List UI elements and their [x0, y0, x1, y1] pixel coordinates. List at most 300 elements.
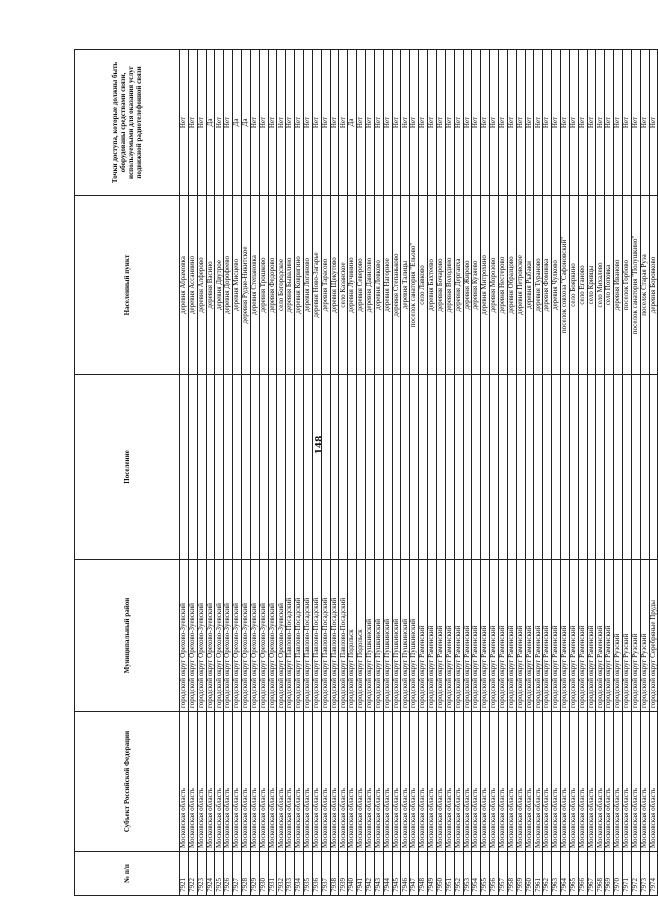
subject-cell: Московская область	[233, 712, 242, 852]
subject-cell: Московская область	[366, 712, 375, 852]
table-row	[392, 50, 401, 896]
row-number-cell: 7923	[197, 852, 206, 896]
table-row	[277, 50, 286, 896]
locality-cell: поселок Горбово	[622, 196, 631, 375]
district-cell: городской округ Орехово-Зуевский	[268, 560, 277, 712]
subject-cell: Московская область	[419, 712, 428, 852]
locality-cell: деревня Левково	[374, 196, 383, 375]
access-point-cell: Нет	[419, 50, 428, 196]
row-number-cell: 7943	[374, 852, 383, 896]
table-row	[605, 50, 614, 896]
access-point-cell: Нет	[543, 50, 552, 196]
access-point-cell: Да	[206, 50, 215, 196]
table-row	[472, 50, 481, 896]
access-point-cell: Нет	[188, 50, 197, 196]
subject-cell: Московская область	[357, 712, 366, 852]
table-row	[463, 50, 472, 896]
settlement-cell	[596, 375, 605, 560]
access-point-cell: Нет	[321, 50, 330, 196]
row-number-cell: 7940	[348, 852, 357, 896]
district-cell: городской округ Рузский	[614, 560, 623, 712]
settlement-cell	[206, 375, 215, 560]
locality-cell: деревня Логиново	[304, 196, 313, 375]
locality-cell: деревня Жирово	[463, 196, 472, 375]
row-number-cell: 7942	[366, 852, 375, 896]
row-number-cell: 7928	[242, 852, 251, 896]
subject-cell: Московская область	[339, 712, 348, 852]
subject-cell: Московская область	[401, 712, 410, 852]
district-cell: городской округ Раменский	[578, 560, 587, 712]
locality-cell: поселок санатория "Полушкино"	[631, 196, 640, 375]
locality-cell: деревня Данилово	[366, 196, 375, 375]
row-number-cell: 7939	[339, 852, 348, 896]
district-cell: городской округ Раменский	[463, 560, 472, 712]
locality-cell: село Михалево	[596, 196, 605, 375]
access-point-cell: Нет	[507, 50, 516, 196]
row-number-cell: 7941	[357, 852, 366, 896]
locality-cell: деревня Щекутово	[330, 196, 339, 375]
subject-cell: Московская область	[454, 712, 463, 852]
district-cell: городской округ Раменский	[525, 560, 534, 712]
locality-cell: село Казанское	[339, 196, 348, 375]
access-point-cell: Да	[348, 50, 357, 196]
access-point-cell: Нет	[339, 50, 348, 196]
table-row	[268, 50, 277, 896]
locality-cell: деревня Нестерово	[498, 196, 507, 375]
subject-cell: Московская область	[268, 712, 277, 852]
table-row	[295, 50, 304, 896]
locality-cell: деревня Талицы	[401, 196, 410, 375]
table-row	[525, 50, 534, 896]
locality-cell: деревня Боровково	[649, 196, 658, 375]
access-point-cell: Нет	[560, 50, 569, 196]
access-point-cell: Нет	[268, 50, 277, 196]
subject-cell: Московская область	[596, 712, 605, 852]
district-cell: городской округ Орехово-Зуевский	[215, 560, 224, 712]
district-cell: городской округ Павлово-Посадский	[339, 560, 348, 712]
access-point-cell: Нет	[312, 50, 321, 196]
settlement-cell	[180, 375, 189, 560]
locality-cell: деревня Лучинино	[348, 196, 357, 375]
district-cell: городской округ Павлово-Посадский	[312, 560, 321, 712]
district-cell: городской округ Павлово-Посадский	[321, 560, 330, 712]
settlement-cell	[348, 375, 357, 560]
subject-cell: Московская область	[463, 712, 472, 852]
settlement-cell	[410, 375, 419, 560]
access-point-cell: Нет	[259, 50, 268, 196]
subject-cell: Московская область	[649, 712, 658, 852]
row-number-cell: 7970	[614, 852, 623, 896]
district-cell: городской округ Раменский	[507, 560, 516, 712]
locality-cell: поселок санатория "Ельово"	[410, 196, 419, 375]
district-cell: городской округ Раменский	[454, 560, 463, 712]
settlement-cell	[552, 375, 561, 560]
settlement-cell	[622, 375, 631, 560]
district-cell: городской округ Павлово-Посадский	[295, 560, 304, 712]
settlement-cell	[463, 375, 472, 560]
subject-cell: Московская область	[321, 712, 330, 852]
access-point-cell: Нет	[614, 50, 623, 196]
table-row	[206, 50, 215, 896]
district-cell: городской округ Орехово-Зуевский	[242, 560, 251, 712]
subject-cell: Московская область	[472, 712, 481, 852]
settlement-cell	[560, 375, 569, 560]
district-cell: городской округ Орехово-Зуевский	[224, 560, 233, 712]
subject-cell: Московская область	[614, 712, 623, 852]
locality-cell: деревня Иваново	[614, 196, 623, 375]
subject-cell: Московская область	[259, 712, 268, 852]
table-row	[304, 50, 313, 896]
table-row	[569, 50, 578, 896]
row-number-cell: 7955	[481, 852, 490, 896]
settlement-cell	[640, 375, 649, 560]
header-num: № п/п	[75, 852, 180, 896]
row-number-cell: 7944	[383, 852, 392, 896]
locality-cell: деревня Тарасово	[321, 196, 330, 375]
row-number-cell: 7948	[419, 852, 428, 896]
row-number-cell: 7945	[392, 852, 401, 896]
table-row	[649, 50, 658, 896]
row-number-cell: 7934	[295, 852, 304, 896]
settlement-cell	[366, 375, 375, 560]
district-cell: городской округ Раменский	[419, 560, 428, 712]
table-row	[321, 50, 330, 896]
locality-cell: деревня Васино	[206, 196, 215, 375]
table-row	[188, 50, 197, 896]
access-point-cell: Нет	[436, 50, 445, 196]
table-row	[250, 50, 259, 896]
subject-cell: Московская область	[304, 712, 313, 852]
page-number: 148	[315, 435, 325, 455]
table-row	[410, 50, 419, 896]
settlement-cell	[312, 375, 321, 560]
locality-cell: деревня Володино	[445, 196, 454, 375]
district-cell: городской округ Раменский	[428, 560, 437, 712]
district-cell: городской округ Подольск	[357, 560, 366, 712]
locality-cell: деревня Трошково	[259, 196, 268, 375]
settlement-cell	[304, 375, 313, 560]
access-point-cell: Нет	[357, 50, 366, 196]
settlement-cell	[295, 375, 304, 560]
district-cell: городской округ Орехово-Зуевский	[259, 560, 268, 712]
settlement-cell	[242, 375, 251, 560]
access-point-cell: Нет	[180, 50, 189, 196]
access-point-cell: Нет	[631, 50, 640, 196]
subject-cell: Московская область	[481, 712, 490, 852]
subject-cell: Московская область	[560, 712, 569, 852]
locality-cell: деревня Бочарово	[436, 196, 445, 375]
table-row	[419, 50, 428, 896]
subject-cell: Московская область	[543, 712, 552, 852]
header-locality: Населенный пункт	[75, 196, 180, 375]
locality-cell: деревня Фоминка	[543, 196, 552, 375]
access-point-cell: Нет	[498, 50, 507, 196]
localities-table	[74, 49, 658, 896]
access-point-cell: Нет	[374, 50, 383, 196]
access-point-cell: Нет	[596, 50, 605, 196]
row-number-cell: 7929	[250, 852, 259, 896]
district-cell: городской округ Раменский	[543, 560, 552, 712]
row-number-cell: 7960	[525, 852, 534, 896]
table-row	[543, 50, 552, 896]
district-cell: городской округ Подольск	[348, 560, 357, 712]
subject-cell: Московская область	[224, 712, 233, 852]
row-number-cell: 7973	[640, 852, 649, 896]
row-number-cell: 7938	[330, 852, 339, 896]
row-number-cell: 7971	[622, 852, 631, 896]
access-point-cell: Нет	[224, 50, 233, 196]
settlement-cell	[286, 375, 295, 560]
settlement-cell	[472, 375, 481, 560]
table-row	[374, 50, 383, 896]
row-number-cell: 7922	[188, 852, 197, 896]
row-number-cell: 7935	[304, 852, 313, 896]
district-cell: городской округ Раменский	[472, 560, 481, 712]
row-number-cell: 7930	[259, 852, 268, 896]
settlement-cell	[578, 375, 587, 560]
district-cell: городской округ Раменский	[605, 560, 614, 712]
district-cell: городской округ Раменский	[534, 560, 543, 712]
settlement-cell	[374, 375, 383, 560]
settlement-cell	[507, 375, 516, 560]
settlement-cell	[614, 375, 623, 560]
locality-cell: деревня Петровское	[516, 196, 525, 375]
access-point-cell: Нет	[197, 50, 206, 196]
settlement-cell	[454, 375, 463, 560]
access-point-cell: Нет	[215, 50, 224, 196]
subject-cell: Московская область	[534, 712, 543, 852]
row-number-cell: 7952	[454, 852, 463, 896]
subject-cell: Московская область	[348, 712, 357, 852]
locality-cell: деревня Мисцево	[233, 196, 242, 375]
subject-cell: Московская область	[410, 712, 419, 852]
row-number-cell: 7931	[268, 852, 277, 896]
subject-cell: Московская область	[525, 712, 534, 852]
row-number-cell: 7966	[578, 852, 587, 896]
row-number-cell: 7964	[560, 852, 569, 896]
locality-cell: деревня Степаньково	[392, 196, 401, 375]
settlement-cell	[321, 375, 330, 560]
district-cell: городской округ Раменский	[569, 560, 578, 712]
district-cell: городской округ Орехово-Зуевский	[180, 560, 189, 712]
access-point-cell: Нет	[445, 50, 454, 196]
row-number-cell: 7967	[587, 852, 596, 896]
access-point-cell: Нет	[383, 50, 392, 196]
locality-cell: село Бояркино	[569, 196, 578, 375]
row-number-cell: 7974	[649, 852, 658, 896]
subject-cell: Московская область	[578, 712, 587, 852]
table-row	[180, 50, 189, 896]
row-number-cell: 7957	[498, 852, 507, 896]
locality-cell: село Кривцы	[587, 196, 596, 375]
district-cell: городской округ Раменский	[498, 560, 507, 712]
locality-cell: деревня Морозово	[490, 196, 499, 375]
locality-cell: деревня Ковригино	[295, 196, 304, 375]
row-number-cell: 7921	[180, 852, 189, 896]
access-point-cell: Нет	[578, 50, 587, 196]
access-point-cell: Нет	[472, 50, 481, 196]
locality-cell: деревня Дергаиха	[454, 196, 463, 375]
settlement-cell	[543, 375, 552, 560]
district-cell: городской округ Орехово-Зуевский	[206, 560, 215, 712]
locality-cell: деревня Рудне-Никитское	[242, 196, 251, 375]
settlement-cell	[357, 375, 366, 560]
access-point-cell: Нет	[605, 50, 614, 196]
table-row	[454, 50, 463, 896]
locality-cell: деревня Северово	[357, 196, 366, 375]
table-row	[614, 50, 623, 896]
settlement-cell	[215, 375, 224, 560]
settlement-cell	[339, 375, 348, 560]
subject-cell: Московская область	[188, 712, 197, 852]
table-row	[330, 50, 339, 896]
district-cell: городской округ Пушкинский	[401, 560, 410, 712]
subject-cell: Московская область	[640, 712, 649, 852]
table-row	[401, 50, 410, 896]
locality-cell: деревня Рыбаки	[525, 196, 534, 375]
row-number-cell: 7936	[312, 852, 321, 896]
access-point-cell: Да	[242, 50, 251, 196]
row-number-cell: 7968	[596, 852, 605, 896]
row-number-cell: 7933	[286, 852, 295, 896]
access-point-cell: Нет	[277, 50, 286, 196]
district-cell: городской округ Раменский	[587, 560, 596, 712]
table-row	[286, 50, 295, 896]
table-row	[312, 50, 321, 896]
access-point-cell: Нет	[295, 50, 304, 196]
access-point-cell: Нет	[516, 50, 525, 196]
subject-cell: Московская область	[392, 712, 401, 852]
locality-cell: село Еганово	[578, 196, 587, 375]
settlement-cell	[445, 375, 454, 560]
table-row	[348, 50, 357, 896]
table-row	[383, 50, 392, 896]
subject-cell: Московская область	[206, 712, 215, 852]
locality-cell: село Поповка	[605, 196, 614, 375]
row-number-cell: 7961	[534, 852, 543, 896]
settlement-cell	[490, 375, 499, 560]
locality-cell: деревня Бывалино	[286, 196, 295, 375]
settlement-cell	[197, 375, 206, 560]
settlement-cell	[587, 375, 596, 560]
settlement-cell	[268, 375, 277, 560]
header-settlement: Поселение	[75, 375, 180, 560]
table-row	[596, 50, 605, 896]
row-number-cell: 7972	[631, 852, 640, 896]
district-cell: городской округ Раменский	[445, 560, 454, 712]
district-cell: городской округ Раменский	[596, 560, 605, 712]
district-cell: городской округ Рузский	[622, 560, 631, 712]
district-cell: городской округ Пушкинский	[392, 560, 401, 712]
district-cell: городской округ Пушкинский	[410, 560, 419, 712]
settlement-cell	[419, 375, 428, 560]
district-cell: городской округ Раменский	[490, 560, 499, 712]
district-cell: городской округ Орехово-Зуевский	[277, 560, 286, 712]
subject-cell: Московская область	[286, 712, 295, 852]
row-number-cell: 7927	[233, 852, 242, 896]
row-number-cell: 7959	[516, 852, 525, 896]
row-number-cell: 7962	[543, 852, 552, 896]
access-point-cell: Нет	[410, 50, 419, 196]
row-number-cell: 7953	[463, 852, 472, 896]
table-row	[498, 50, 507, 896]
locality-cell: деревня Митрохино	[481, 196, 490, 375]
district-cell: городской округ Серебряные Пруды	[649, 560, 658, 712]
district-cell: городской округ Орехово-Зуевский	[197, 560, 206, 712]
district-cell: городской округ Орехово-Зуевский	[250, 560, 259, 712]
subject-cell: Московская область	[490, 712, 499, 852]
district-cell: городской округ Павлово-Посадский	[304, 560, 313, 712]
locality-cell: деревня Нагорное	[383, 196, 392, 375]
row-number-cell: 7932	[277, 852, 286, 896]
locality-cell: деревня Абрамовка	[180, 196, 189, 375]
locality-cell: деревня Федорово	[268, 196, 277, 375]
settlement-cell	[277, 375, 286, 560]
subject-cell: Московская область	[605, 712, 614, 852]
subject-cell: Московская область	[242, 712, 251, 852]
access-point-cell: Нет	[428, 50, 437, 196]
settlement-cell	[233, 375, 242, 560]
row-number-cell: 7969	[605, 852, 614, 896]
subject-cell: Московская область	[215, 712, 224, 852]
table-row	[197, 50, 206, 896]
table-row	[436, 50, 445, 896]
access-point-cell: Нет	[552, 50, 561, 196]
subject-cell: Московская область	[383, 712, 392, 852]
row-number-cell: 7956	[490, 852, 499, 896]
subject-cell: Московская область	[507, 712, 516, 852]
locality-cell: деревня Ново-Загарье	[312, 196, 321, 375]
access-point-cell: Нет	[490, 50, 499, 196]
row-number-cell: 7958	[507, 852, 516, 896]
row-number-cell: 7937	[321, 852, 330, 896]
subject-cell: Московская область	[330, 712, 339, 852]
row-number-cell: 7946	[401, 852, 410, 896]
row-number-cell: 7949	[428, 852, 437, 896]
subject-cell: Московская область	[295, 712, 304, 852]
access-point-cell: Нет	[640, 50, 649, 196]
row-number-cell: 7963	[552, 852, 561, 896]
locality-cell: деревня Тураново	[534, 196, 543, 375]
settlement-cell	[224, 375, 233, 560]
rotated-table-wrapper	[74, 50, 657, 896]
table-row	[552, 50, 561, 896]
access-point-cell: Да	[233, 50, 242, 196]
settlement-cell	[401, 375, 410, 560]
district-cell: городской округ Раменский	[436, 560, 445, 712]
access-point-cell: Нет	[463, 50, 472, 196]
access-point-cell: Нет	[330, 50, 339, 196]
subject-cell: Московская область	[552, 712, 561, 852]
settlement-cell	[259, 375, 268, 560]
table-row	[587, 50, 596, 896]
subject-cell: Московская область	[498, 712, 507, 852]
table-row	[445, 50, 454, 896]
header-district: Муниципальный район	[75, 560, 180, 712]
subject-cell: Московская область	[445, 712, 454, 852]
row-number-cell: 7965	[569, 852, 578, 896]
access-point-cell: Нет	[401, 50, 410, 196]
access-point-cell: Нет	[392, 50, 401, 196]
access-point-cell: Нет	[525, 50, 534, 196]
access-point-cell: Нет	[304, 50, 313, 196]
locality-cell: деревня Степановка	[250, 196, 259, 375]
row-number-cell: 7947	[410, 852, 419, 896]
subject-cell: Московская область	[516, 712, 525, 852]
settlement-cell	[498, 375, 507, 560]
district-cell: городской округ Раменский	[481, 560, 490, 712]
district-cell: городской округ Пушкинский	[383, 560, 392, 712]
